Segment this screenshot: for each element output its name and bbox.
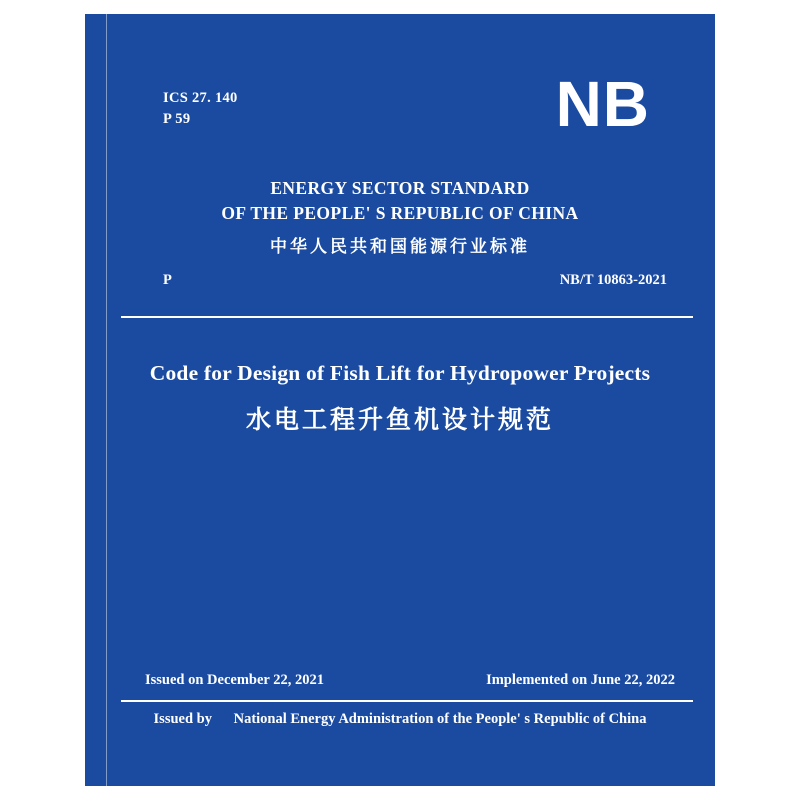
standard-cover xyxy=(85,14,715,786)
title-block xyxy=(85,358,715,436)
standard-heading-line2: OF THE PEOPLE' S REPUBLIC OF CHINA xyxy=(221,203,579,223)
ics-number: ICS 27. 140 xyxy=(163,90,238,106)
title-english: Code for Design of Fish Lift for Hydropower Projects xyxy=(149,361,651,385)
implemented-date: Implemented on June 22, 2022 xyxy=(486,672,675,688)
issued-date: Issued on December 22, 2021 xyxy=(145,672,324,688)
standard-heading-chinese: 中华人民共和国能源行业标准 xyxy=(270,237,530,257)
category-code: P 59 xyxy=(163,111,191,127)
issued-by-row xyxy=(85,711,715,728)
divider-bottom xyxy=(121,700,693,702)
standard-number: NB/T 10863-2021 xyxy=(559,272,667,288)
title-chinese: 水电工程升鱼机设计规范 xyxy=(245,405,554,434)
divider-top xyxy=(121,316,693,318)
standard-heading-line1: ENERGY SECTOR STANDARD xyxy=(270,178,530,198)
ics-block xyxy=(163,88,238,130)
nb-logo: NB xyxy=(555,68,650,140)
dates-row xyxy=(145,672,675,689)
standard-heading xyxy=(85,176,715,257)
code-row xyxy=(163,272,667,289)
issued-by-organization: National Energy Administration of the People' s Republic of China xyxy=(233,711,647,727)
class-letter: P xyxy=(163,272,172,288)
issued-by-label: Issued by xyxy=(153,711,212,727)
